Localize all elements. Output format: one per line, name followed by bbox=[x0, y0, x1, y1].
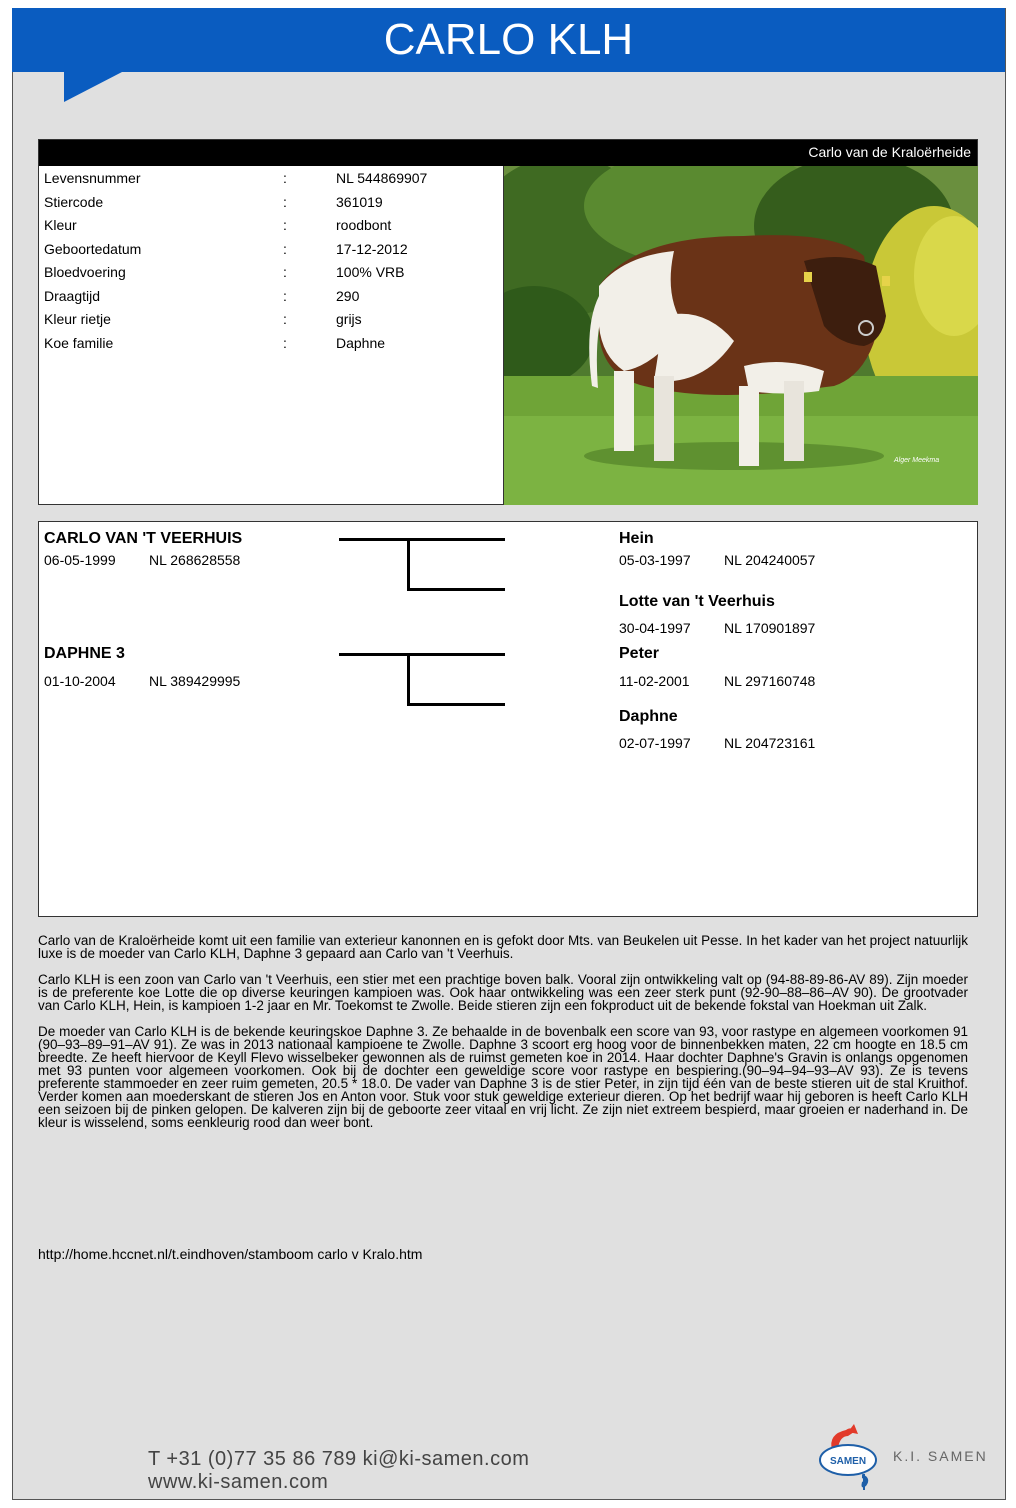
info-separator: : bbox=[283, 288, 287, 304]
info-value: roodbont bbox=[336, 217, 392, 233]
dam-dam-date: 02-07-1997 bbox=[619, 735, 691, 751]
info-separator: : bbox=[283, 335, 287, 351]
pedigree-line bbox=[339, 653, 505, 656]
info-label: Kleur bbox=[44, 217, 77, 233]
paragraph-2: Carlo KLH is een zoon van Carlo van 't Veerhuis, een stier met een prachtige boven balk. Vooral zijn ontwikkeling valt op (94-88-89-86-AV 89). Zijn moeder is de preferente koe Lotte die op diverse keuringen kampioen was. Ook haar ontwikkeling was een zeer sterk punt (92-90–88–86–AV 90). De grootvader van Carlo KLH, Hein, is kampioen 1-2 jaar en Mr. Toekomst te Zwolle. Beide stieren zijn een fokproduct uit de bekende fokstal van Hoekman uit Zalk. bbox=[38, 972, 968, 1013]
banner-notch bbox=[64, 72, 122, 102]
info-label: Draagtijd bbox=[44, 288, 101, 304]
info-value: grijs bbox=[336, 311, 362, 327]
bull-info-box bbox=[38, 139, 978, 505]
dam-name: DAPHNE 3 bbox=[44, 645, 125, 662]
footer-contact: T +31 (0)77 35 86 789 ki@ki-samen.com bbox=[148, 1448, 530, 1470]
info-header: Carlo van de Kraloërheide bbox=[39, 140, 977, 166]
info-separator: : bbox=[283, 217, 287, 233]
sire-name: CARLO VAN 'T VEERHUIS bbox=[44, 530, 243, 547]
sire-sire-number: NL 204240057 bbox=[724, 552, 816, 568]
info-separator: : bbox=[283, 264, 287, 280]
info-separator: : bbox=[283, 194, 287, 210]
logo-badge-text: SAMEN bbox=[829, 1456, 867, 1467]
ki-samen-logo-text: K.I. SAMEN bbox=[893, 1448, 988, 1464]
info-label: Levensnummer bbox=[44, 170, 141, 186]
dam-sire-date: 11-02-2001 bbox=[619, 673, 690, 689]
info-separator: : bbox=[283, 170, 287, 186]
dam-sire-number: NL 297160748 bbox=[724, 673, 816, 689]
stamboom-link[interactable]: http://home.hccnet.nl/t.eindhoven/stamboom carlo v Kralo.htm bbox=[38, 1246, 423, 1262]
dam-number: NL 389429995 bbox=[149, 673, 241, 689]
dam-sire-name: Peter bbox=[619, 645, 660, 662]
info-value: Daphne bbox=[336, 335, 386, 351]
sire-dam-number: NL 170901897 bbox=[724, 620, 816, 636]
dam-dam-name: Daphne bbox=[619, 708, 678, 725]
paragraph-3: De moeder van Carlo KLH is de bekende keuringskoe Daphne 3. Ze behaalde in de bovenbalk een score van 93, voor rastype en algemeen voorkomen 91 (90–93–89–91–AV 91). Ze was in 2013 nationaal kampioene te Zwolle. Daphne 3 scoort erg hoog voor de binnenbekken maten, 22 cm hoogte en 18.5 cm breedte. Ze heeft hiervoor de Keyll Flevo wisselbeker gewonnen als de ruimst gemeten koe in 2014. Haar dochter Daphne's Gravin is onlangs opgenomen met 93 punten voor algemeen voorkomen. Ook bij de dochter een geweldige score voor rastype en bespiering.(90–94–94–93–AV 93). Ze is tevens preferente stammoeder en zeer ruim gemeten, 20.5 * 18.0. De vader van Daphne 3 is de stier Peter, in zijn tijd één van de beste stieren uit de stal Kruithof. Verder komen aan moederskant de stieren Jos en Anton voor. Stuk voor stuk geweldige exterieur dieren. Op het bedrijf waar hij geboren is heeft Carlo KLH een seizoen bij de pinken gelopen. De kalveren zijn bij de geboorte zeer vitaal en vrij licht. Ze zijn niet extreem bespierd, maar groeien er naderhand in. De kleur is wisselend, soms eenkleurig rood dan weer bont. bbox=[38, 1024, 968, 1130]
paragraph-1: Carlo van de Kraloërheide komt uit een familie van exterieur kanonnen en is gefokt door Mts. van Beukelen uit Pesse. In het kader van het project natuurlijk luxe is de moeder van Carlo KLH, Daphne 3 gepaard aan Carlo van 't Veerhuis. bbox=[38, 933, 968, 961]
info-separator: : bbox=[283, 241, 287, 257]
sire-sire-name: Hein bbox=[619, 530, 654, 547]
info-label: Geboortedatum bbox=[44, 241, 142, 257]
info-value: 361019 bbox=[336, 194, 383, 210]
sire-sire-date: 05-03-1997 bbox=[619, 552, 691, 568]
pedigree-box bbox=[38, 521, 978, 917]
dam-dam-number: NL 204723161 bbox=[724, 735, 816, 751]
page-title: CARLO KLH bbox=[383, 15, 634, 64]
info-value: 17-12-2012 bbox=[336, 241, 408, 257]
pedigree-line bbox=[407, 653, 410, 706]
sire-dam-date: 30-04-1997 bbox=[619, 620, 691, 636]
ki-samen-logo bbox=[818, 1422, 882, 1492]
info-label: Koe familie bbox=[44, 335, 114, 351]
dam-date: 01-10-2004 bbox=[44, 673, 116, 689]
info-label: Stiercode bbox=[44, 194, 104, 210]
sire-date: 06-05-1999 bbox=[44, 552, 116, 568]
description-text bbox=[38, 934, 968, 1142]
info-value: 290 bbox=[336, 288, 360, 304]
photo-credit: Alger Meekma bbox=[894, 457, 940, 464]
sire-number: NL 268628558 bbox=[149, 552, 241, 568]
pedigree-line bbox=[339, 538, 505, 541]
sire-dam-name: Lotte van 't Veerhuis bbox=[619, 593, 775, 610]
info-label: Bloedvoering bbox=[44, 264, 126, 280]
pedigree-line bbox=[407, 538, 410, 591]
info-value: NL 544869907 bbox=[336, 170, 428, 186]
info-label: Kleur rietje bbox=[44, 311, 111, 327]
footer-website[interactable]: www.ki-samen.com bbox=[148, 1471, 329, 1493]
pedigree-line bbox=[407, 703, 505, 706]
bull-photo bbox=[504, 166, 978, 505]
info-value: 100% VRB bbox=[336, 264, 405, 280]
pedigree-line bbox=[407, 588, 505, 591]
info-separator: : bbox=[283, 311, 287, 327]
